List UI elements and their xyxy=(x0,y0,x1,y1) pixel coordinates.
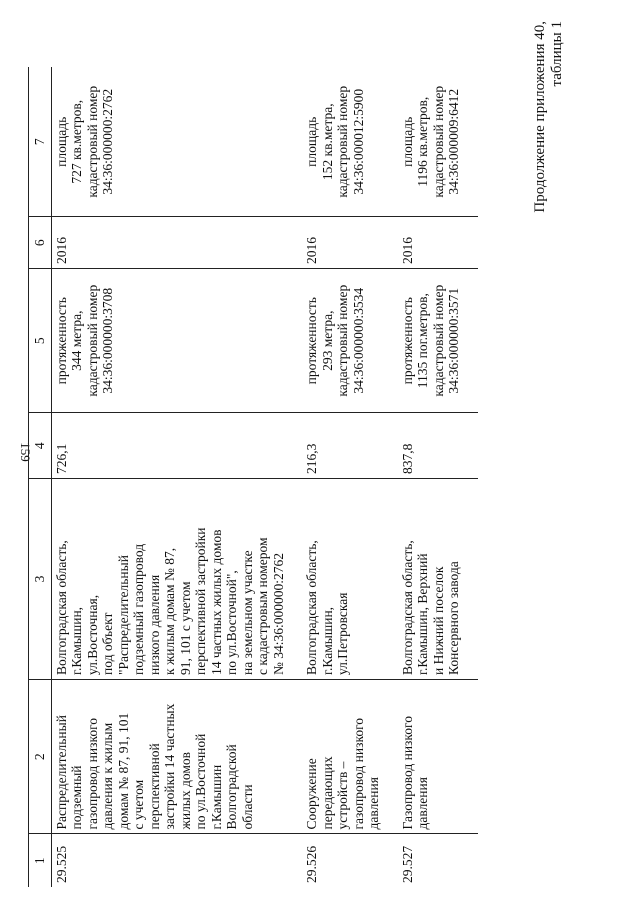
object-area: площадь 1196 кв.метров, кадастровый номер 34:36:000009:6412 xyxy=(398,67,478,217)
object-year: 2016 xyxy=(398,217,478,269)
continuation-line: таблицы 1 xyxy=(549,21,565,87)
header-col-5: 5 xyxy=(29,269,52,413)
continuation-line: Продолжение приложения 40, xyxy=(532,21,548,213)
object-address: Волгоградская область, г.Камышин, ул.Восточная, под объект "Распределительный подземный газопровод низкого давления к жилым домам № 87, 91, 101 с учетом перспективной застройки 14 частных жилых домов по ул.Восточной", на земельном участке с кадастровым номером № 34:36:000000:2762 xyxy=(51,479,302,680)
row-number: 29.526 xyxy=(304,845,319,883)
header-col-7: 7 xyxy=(29,67,52,217)
property-table xyxy=(28,67,478,887)
object-address: Волгоградская область, г.Камышин, Верхний и Нижний поселок Консервного завода xyxy=(398,479,478,680)
header-col-6: 6 xyxy=(29,217,52,269)
object-address: Волгоградская область, г.Камышин, ул.Петровская xyxy=(302,479,398,680)
rotated-page xyxy=(20,13,620,893)
table-row xyxy=(51,67,302,887)
object-name: Газопровод низкого давления xyxy=(398,679,478,834)
object-name: Сооружение передающих устройств – газопровод низкого давления xyxy=(302,679,398,834)
header-col-2: 2 xyxy=(29,679,52,834)
table-row xyxy=(398,67,478,887)
page-number: 159 xyxy=(17,442,33,462)
object-area: площадь 727 кв.метров, кадастровый номер 34:36:000000:2762 xyxy=(51,67,302,217)
object-area: площадь 152 кв.метра, кадастровый номер 34:36:000012:5900 xyxy=(302,67,398,217)
object-value: 216,3 xyxy=(302,413,398,479)
table-row xyxy=(302,67,398,887)
header-col-1: 1 xyxy=(29,834,52,887)
object-length: протяженность 1135 пог.метров, кадастровый номер 34:36:000000:3571 xyxy=(398,269,478,413)
continuation-note xyxy=(532,21,566,213)
object-length: протяженность 344 метра, кадастровый номер 34:36:000000:3708 xyxy=(51,269,302,413)
object-value: 726,1 xyxy=(51,413,302,479)
header-col-3: 3 xyxy=(29,479,52,680)
header-row xyxy=(29,67,52,887)
object-year: 2016 xyxy=(51,217,302,269)
object-value: 837,8 xyxy=(398,413,478,479)
row-number: 29.525 xyxy=(53,845,69,883)
object-year: 2016 xyxy=(302,217,398,269)
object-length: протяженность 293 метра, кадастровый номер 34:36:000000:3534 xyxy=(302,269,398,413)
header-col-4: 4 xyxy=(29,413,52,479)
object-name: Распределительный подземный газопровод низкого давления к жилым домам № 87, 91, 101 с учетом перспективной застройки 14 частных жилых домов по ул.Восточной г.Камышин Волгоградской области xyxy=(51,679,302,834)
row-number: 29.527 xyxy=(399,845,415,883)
